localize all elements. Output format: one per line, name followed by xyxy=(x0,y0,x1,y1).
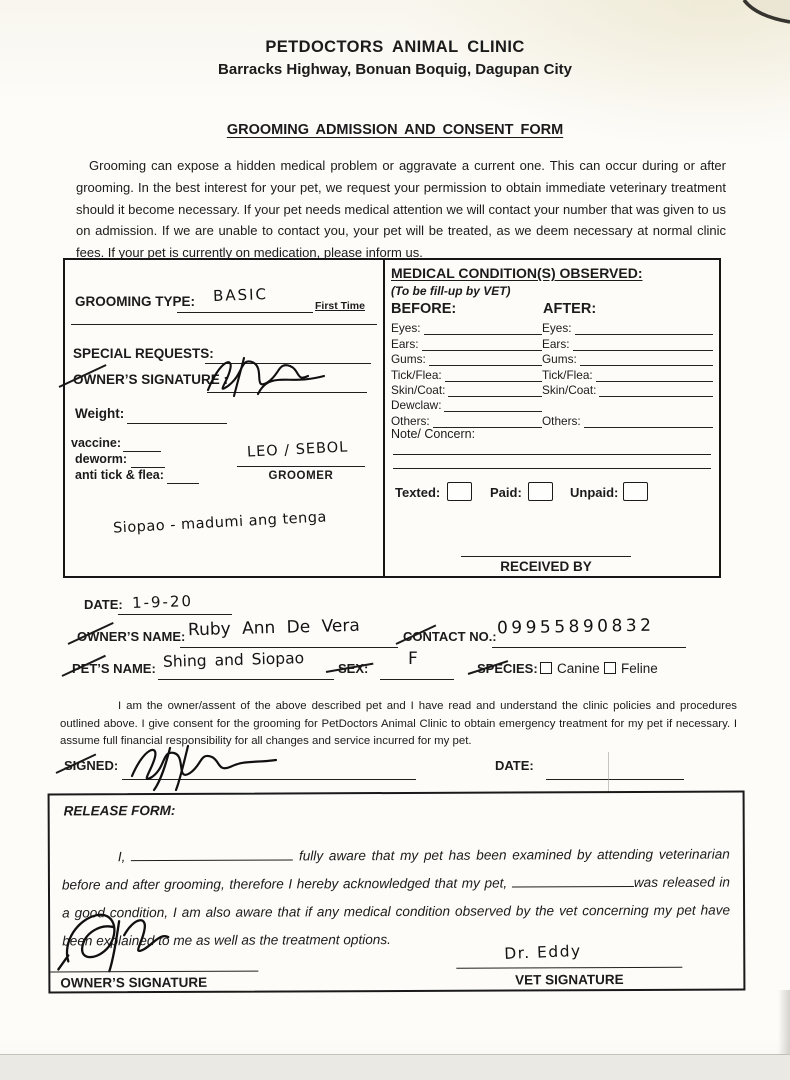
after-others-label: Others: xyxy=(542,413,581,428)
sex-label: SEX: xyxy=(338,661,369,676)
before-eyes-line xyxy=(424,334,542,335)
after-skincoat-label: Skin/Coat: xyxy=(542,382,597,397)
sex-value: F xyxy=(408,649,418,669)
before-gums-line xyxy=(429,365,542,366)
vet-signature-value: Dr. Eddy xyxy=(503,941,582,963)
before-tickflea-label: Tick/Flea: xyxy=(391,367,442,382)
grooming-type-label: GROOMING TYPE: xyxy=(75,294,196,309)
unpaid-label: Unpaid: xyxy=(570,485,619,500)
medical-subtitle: (To be fill-up by VET) xyxy=(391,284,511,298)
feline-label: Feline xyxy=(621,661,658,676)
sex-line xyxy=(380,679,454,680)
after-eyes-label: Eyes: xyxy=(542,321,572,336)
after-eyes-line xyxy=(575,334,713,335)
before-eyes-label: Eyes: xyxy=(391,321,421,336)
before-tickflea-line xyxy=(445,381,542,382)
release-owner-signature-label: OWNER’S SIGNATURE xyxy=(60,974,208,991)
intro-paragraph: Grooming can expose a hidden medical problem or aggravate a current one. This can occur during or after grooming. In the best interest for your pet, we request your permission to obtain immediate veterinary treatment should it become necessary. If your pet needs medical attention we will contact your number that was given to us on admission. If we are unable to contact you, your pet will be treated, as we deem necessary at normal clinic fees. If your pet is currently on medication, please inform us. xyxy=(76,158,726,261)
texted-label: Texted: xyxy=(395,485,441,500)
consent-paragraph: I am the owner/assent of the above described pet and I have read and understand the clinic policies and procedures outlined above. I give consent for the grooming for PetDoctors Animal Clinic to obtain emergency treatment for my pet if necessary. I assume full financial responsibility for all changes and service incurred for my pet. xyxy=(60,700,737,748)
pets-name-label: PET’S NAME: xyxy=(72,661,156,676)
paid-checkbox xyxy=(528,482,553,501)
vaccine-label: vaccine: xyxy=(71,436,122,450)
pets-name-value: Shing and Siopao xyxy=(162,649,305,671)
medical-conditions-box xyxy=(385,260,719,576)
page-corner-fold xyxy=(738,0,790,34)
admission-boxes xyxy=(63,258,721,578)
before-header: BEFORE: xyxy=(391,301,457,317)
medical-row xyxy=(391,412,713,427)
after-others-line xyxy=(584,427,713,428)
after-gums-label: Gums: xyxy=(542,352,577,367)
clinic-name: PETDOCTORS ANIMAL CLINIC xyxy=(265,38,525,56)
signed-label: SIGNED: xyxy=(64,758,119,773)
anti-tick-flea-label: anti tick & flea: xyxy=(75,468,164,482)
grooming-type-value: BASIC xyxy=(212,285,269,305)
release-owner-signature-scribble xyxy=(56,907,176,974)
received-by-line xyxy=(461,556,631,557)
medical-title: MEDICAL CONDITION(S) OBSERVED: xyxy=(391,265,643,281)
owners-signature-label: OWNER’S SIGNATURE : xyxy=(73,372,228,387)
date-line xyxy=(118,614,232,615)
release-form-box xyxy=(48,790,746,993)
deworm-label: deworm: xyxy=(75,452,128,466)
canine-label: Canine xyxy=(557,661,600,676)
medical-row xyxy=(391,320,713,335)
after-gums-line xyxy=(580,365,713,366)
note-line-1 xyxy=(393,454,711,455)
texted-checkbox xyxy=(447,482,472,501)
after-ears-label: Ears: xyxy=(542,336,570,351)
consent-date-line xyxy=(546,779,684,780)
medical-row xyxy=(391,335,713,350)
owners-name-label: OWNER’S NAME: xyxy=(77,629,186,644)
before-skincoat-line xyxy=(448,396,542,397)
grooming-box xyxy=(65,260,385,576)
before-gums-label: Gums: xyxy=(391,352,426,367)
vet-signature-label: VET SIGNATURE xyxy=(515,972,624,988)
signed-signature-scribble xyxy=(126,740,286,792)
groomer-name-value: LEO / SEBOL xyxy=(246,439,349,461)
medical-row xyxy=(391,382,713,397)
after-tickflea-line xyxy=(596,381,713,382)
anti-tick-flea-line xyxy=(167,483,199,484)
clinic-address: Barracks Highway, Bonuan Boquig, Dagupan City xyxy=(218,61,572,78)
release-name-blank xyxy=(131,846,293,861)
owners-name-value: Ruby Ann De Vera xyxy=(187,615,361,641)
canine-checkbox xyxy=(540,662,552,674)
before-dewclaw-label: Dewclaw: xyxy=(391,398,442,413)
contact-no-label: CONTACT NO.: xyxy=(403,629,497,644)
contact-no-value: 09955890832 xyxy=(496,615,655,639)
pets-name-line xyxy=(158,679,334,680)
after-ears-line xyxy=(573,350,713,351)
contact-no-line xyxy=(492,647,686,648)
first-time-label: First Time xyxy=(315,300,365,312)
consent-date-label: DATE: xyxy=(495,758,534,773)
after-tickflea-label: Tick/Flea: xyxy=(542,367,593,382)
feline-checkbox xyxy=(604,662,616,674)
release-text-1: I, xyxy=(117,848,126,864)
after-header: AFTER: xyxy=(543,301,597,317)
before-ears-line xyxy=(422,350,542,351)
release-form-title: RELEASE FORM: xyxy=(63,802,176,819)
before-dewclaw-line xyxy=(444,411,542,412)
before-others-label: Others: xyxy=(391,413,430,428)
weight-line xyxy=(127,423,227,424)
release-pet-blank xyxy=(512,873,634,888)
note-line-2 xyxy=(393,468,711,469)
groomer-line xyxy=(237,466,365,467)
received-by-label: RECEIVED BY xyxy=(500,559,592,574)
species-label: SPECIES: xyxy=(477,661,538,676)
grooming-divider-line xyxy=(71,324,377,325)
release-text-3: was released in a good condition, I am also aware that if any medical condition observed by the vet concerning my pet have been explained to me as well as the treatment options. xyxy=(62,874,731,949)
release-text-2: fully aware that my pet has been examined by attending veterinarian before and after grooming, therefore I hereby acknowledged that my pet, xyxy=(61,846,730,893)
special-requests-label: SPECIAL REQUESTS: xyxy=(73,346,214,361)
date-value: 1-9-20 xyxy=(131,591,194,613)
date-label: DATE: xyxy=(84,597,123,612)
vet-signature-line xyxy=(456,967,682,969)
medical-row xyxy=(391,397,713,412)
grooming-note-value: Siopao - madumi ang tenga xyxy=(112,509,328,537)
grooming-type-line xyxy=(177,312,313,313)
species-feline-option xyxy=(604,661,658,676)
scan-bottom-edge xyxy=(0,1054,790,1080)
species-canine-option xyxy=(540,661,600,676)
before-skincoat-label: Skin/Coat: xyxy=(391,382,446,397)
after-skincoat-line xyxy=(599,396,713,397)
scan-right-edge-shadow xyxy=(778,990,790,1056)
unpaid-checkbox xyxy=(623,482,648,501)
vaccine-line xyxy=(123,451,161,452)
owners-name-line xyxy=(180,647,398,648)
scan-crease xyxy=(608,752,609,792)
medical-rows xyxy=(391,320,713,428)
medical-row xyxy=(391,351,713,366)
form-title: GROOMING ADMISSION AND CONSENT FORM xyxy=(226,122,564,138)
groomer-label: GROOMER xyxy=(268,470,334,482)
before-ears-label: Ears: xyxy=(391,336,419,351)
owner-signature-scribble xyxy=(200,352,332,398)
paid-label: Paid: xyxy=(490,485,522,500)
weight-label: Weight: xyxy=(75,406,125,421)
note-concern-label: Note/ Concern: xyxy=(391,427,476,441)
medical-row xyxy=(391,366,713,381)
